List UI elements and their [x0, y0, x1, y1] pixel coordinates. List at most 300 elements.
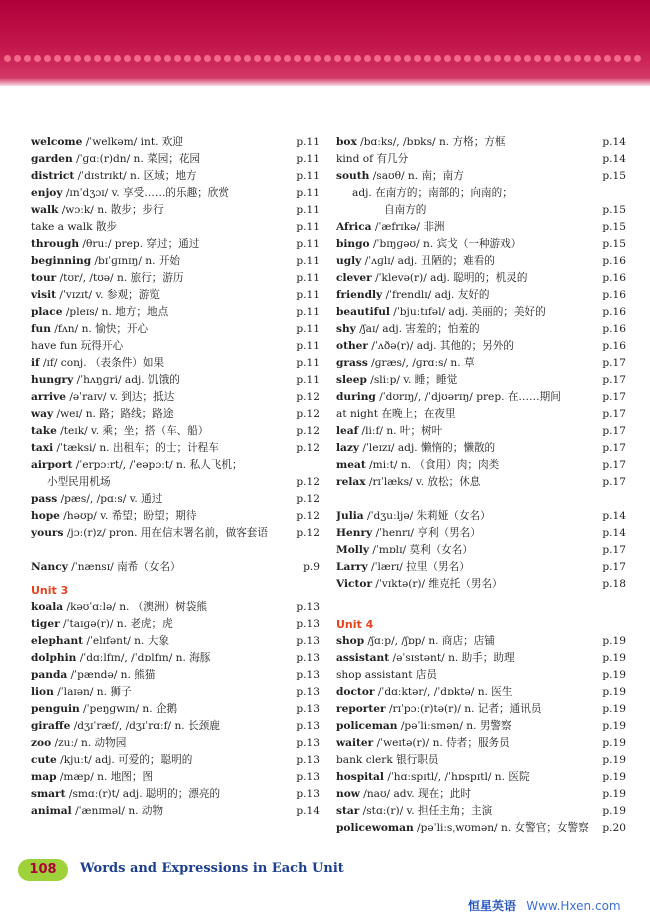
- entry-text: pass /pæs/, /pɑːs/ v. 通过: [31, 493, 163, 505]
- dot: [614, 55, 621, 62]
- entry-text: Nancy /ˈnænsɪ/ 南希（女名）: [31, 561, 181, 573]
- vocabulary-entry: [336, 508, 626, 525]
- page-reference: p.11: [296, 136, 320, 148]
- page-reference: p.13: [296, 720, 320, 732]
- vocabulary-entry: [336, 667, 626, 684]
- entry-text: ugly /ˈʌɡlɪ/ adj. 丑陋的；难看的: [336, 255, 495, 267]
- entry-text: shop /ʃɑːp/, /ʃɒp/ n. 商店；店铺: [336, 635, 495, 647]
- vocabulary-entry: [31, 304, 320, 321]
- dot: [24, 55, 31, 62]
- page-reference: p.19: [602, 788, 626, 800]
- page-reference: p.17: [602, 442, 626, 454]
- entry-text: welcome /ˈwelkəm/ int. 欢迎: [31, 136, 183, 148]
- entry-text: 自南方的: [384, 204, 427, 216]
- dot: [504, 55, 511, 62]
- dot: [324, 55, 331, 62]
- vocabulary-entry: [336, 633, 626, 650]
- vocabulary-entry: [31, 219, 320, 236]
- dot: [174, 55, 181, 62]
- dot: [484, 55, 491, 62]
- page-reference: p.17: [602, 476, 626, 488]
- dot: [514, 55, 521, 62]
- dot: [304, 55, 311, 62]
- dot: [84, 55, 91, 62]
- entry-text: enjoy /ɪnˈdʒɔɪ/ v. 享受……的乐趣；欣赏: [31, 187, 229, 199]
- page-reference: p.17: [602, 391, 626, 403]
- vocabulary-entry: [31, 786, 320, 803]
- page-reference: p.17: [602, 425, 626, 437]
- entry-text: reporter /rɪˈpɔː(r)tə(r)/ n. 记者；通讯员: [336, 703, 542, 715]
- page-reference: p.17: [602, 459, 626, 471]
- dot-row-decoration: [4, 55, 650, 64]
- entry-text: giraffe /dʒɪˈræf/, /dʒɪˈrɑːf/ n. 长颈鹿: [31, 720, 220, 732]
- dot: [594, 55, 601, 62]
- vocabulary-entry: [31, 667, 320, 684]
- page-reference: p.19: [602, 720, 626, 732]
- entry-text: Africa /ˈæfrɪkə/ 非洲: [336, 221, 445, 233]
- vocabulary-entry: [31, 559, 320, 576]
- vocabulary-entry: [31, 440, 320, 457]
- entry-text: beginning /bɪˈɡɪnɪŋ/ n. 开始: [31, 255, 181, 267]
- vocabulary-entry: [31, 474, 320, 491]
- vocabulary-entry: [336, 338, 626, 355]
- watermark: [468, 897, 621, 914]
- dot: [74, 55, 81, 62]
- page-reference: p.17: [602, 408, 626, 420]
- page-reference: p.13: [296, 669, 320, 681]
- vocabulary-entry: [31, 491, 320, 508]
- page-reference: p.13: [296, 618, 320, 630]
- dot: [294, 55, 301, 62]
- entry-text: Henry /ˈhenrɪ/ 亨利（男名）: [336, 527, 481, 539]
- entry-text: leaf /liːf/ n. 叶；树叶: [336, 425, 443, 437]
- page-reference: p.11: [296, 374, 320, 386]
- page-reference: p.13: [296, 652, 320, 664]
- dot: [244, 55, 251, 62]
- entry-text: meat /miːt/ n. （食用）肉；肉类: [336, 459, 500, 471]
- entry-text: way /weɪ/ n. 路；路线；路途: [31, 408, 174, 420]
- entry-text: yours /jɔː(r)z/ pron. 用在信末署名前，做客套语: [31, 527, 268, 539]
- page-reference: p.17: [602, 561, 626, 573]
- entry-text: arrive /əˈraɪv/ v. 到达；抵达: [31, 391, 175, 403]
- vocabulary-entry: [336, 423, 626, 440]
- entry-text: 小型民用机场: [47, 476, 111, 488]
- page-reference: p.15: [602, 204, 626, 216]
- dot: [314, 55, 321, 62]
- vocabulary-entry: [336, 457, 626, 474]
- dot: [554, 55, 561, 62]
- page-reference: p.19: [602, 771, 626, 783]
- entry-text: doctor /ˈdɑːktər/, /ˈdɒktə/ n. 医生: [336, 686, 513, 698]
- page-reference: p.11: [296, 204, 320, 216]
- vocabulary-entry: [336, 650, 626, 667]
- entry-text: relax /rɪˈlæks/ v. 放松；休息: [336, 476, 481, 488]
- spacer: [336, 491, 626, 508]
- dot: [224, 55, 231, 62]
- page-reference: p.15: [602, 170, 626, 182]
- entry-text: other /ˈʌðə(r)/ adj. 其他的；另外的: [336, 340, 515, 352]
- unit-heading: Unit 4: [336, 618, 374, 631]
- entry-text: garden /ˈɡɑː(r)dn/ n. 菜园；花园: [31, 153, 201, 165]
- dot: [624, 55, 631, 62]
- page-reference: p.13: [296, 737, 320, 749]
- vocabulary-column-left: [31, 134, 320, 820]
- dot: [434, 55, 441, 62]
- watermark-url: Www.Hxen.com: [526, 899, 621, 913]
- entry-text: panda /ˈpændə/ n. 熊猫: [31, 669, 156, 681]
- vocabulary-entry: [31, 236, 320, 253]
- page-reference: p.19: [602, 669, 626, 681]
- page-reference: p.13: [296, 635, 320, 647]
- header-banner: [0, 0, 650, 86]
- vocabulary-entry: [336, 287, 626, 304]
- dot: [254, 55, 261, 62]
- dot: [574, 55, 581, 62]
- page-reference: p.19: [602, 635, 626, 647]
- entry-text: koala /kəʊˈɑːlə/ n. （澳洲）树袋熊: [31, 601, 207, 613]
- page-reference: p.19: [602, 652, 626, 664]
- footer-title: Words and Expressions in Each Unit: [80, 861, 344, 876]
- entry-text: penguin /ˈpeŋɡwɪn/ n. 企鹅: [31, 703, 178, 715]
- page-reference: p.12: [296, 493, 320, 505]
- dot: [124, 55, 131, 62]
- vocabulary-entry: [336, 253, 626, 270]
- entry-text: Victor /ˈvɪktə(r)/ 维克托（男名）: [336, 578, 503, 590]
- dot: [414, 55, 421, 62]
- entry-text: sleep /sliːp/ v. 睡；睡觉: [336, 374, 458, 386]
- vocabulary-entry: [336, 474, 626, 491]
- vocabulary-entry: [31, 406, 320, 423]
- dot: [44, 55, 51, 62]
- vocabulary-entry: [336, 321, 626, 338]
- entry-text: walk /wɔːk/ n. 散步；步行: [31, 204, 164, 216]
- dot: [184, 55, 191, 62]
- dot: [34, 55, 41, 62]
- page-reference: p.12: [296, 391, 320, 403]
- page-reference: p.19: [602, 754, 626, 766]
- entry-text: if /ɪf/ conj. （表条件）如果: [31, 357, 165, 369]
- vocabulary-entry: [336, 372, 626, 389]
- entry-text: through /θruː/ prep. 穿过；通过: [31, 238, 200, 250]
- entry-text: taxi /ˈtæksi/ n. 出租车；的士；计程车: [31, 442, 219, 454]
- vocabulary-entry: [336, 576, 626, 593]
- page-reference: p.18: [602, 578, 626, 590]
- vocabulary-entry: [31, 287, 320, 304]
- entry-text: star /stɑː(r)/ v. 担任主角；主演: [336, 805, 493, 817]
- page-reference: p.11: [296, 170, 320, 182]
- dot: [454, 55, 461, 62]
- entry-text: take a walk 散步: [31, 221, 118, 233]
- page-reference: p.19: [602, 686, 626, 698]
- vocabulary-entry: [336, 270, 626, 287]
- page-reference: p.14: [602, 510, 626, 522]
- page-number-badge: 108: [18, 859, 68, 881]
- entry-text: animal /ˈænɪməl/ n. 动物: [31, 805, 164, 817]
- dot: [264, 55, 271, 62]
- page-reference: p.11: [296, 153, 320, 165]
- vocabulary-entry: [31, 803, 320, 820]
- page-reference: p.11: [296, 340, 320, 352]
- vocabulary-entry: [336, 406, 626, 423]
- page-reference: p.13: [296, 771, 320, 783]
- vocabulary-entry: [31, 650, 320, 667]
- entry-text: visit /ˈvɪzɪt/ v. 参观；游览: [31, 289, 160, 301]
- vocabulary-entry: [31, 525, 320, 542]
- dot: [404, 55, 411, 62]
- page-reference: p.16: [602, 289, 626, 301]
- entry-text: Larry /ˈlærɪ/ 拉里（男名）: [336, 561, 470, 573]
- entry-text: tour /tʊr/, /tʊə/ n. 旅行；游历: [31, 272, 184, 284]
- vocabulary-entry: [336, 219, 626, 236]
- vocabulary-entry: [31, 718, 320, 735]
- entry-text: policewoman /pəˈliːsˌwʊmən/ n. 女警官；女警察: [336, 822, 589, 834]
- entry-text: fun /fʌn/ n. 愉快；开心: [31, 323, 149, 335]
- page-reference: p.12: [296, 442, 320, 454]
- page-reference: p.9: [303, 561, 320, 573]
- page-reference: p.14: [602, 527, 626, 539]
- entry-text: map /mæp/ n. 地图；图: [31, 771, 154, 783]
- vocabulary-entry: [31, 701, 320, 718]
- entry-text: kind of 有几分: [336, 153, 409, 165]
- dot: [384, 55, 391, 62]
- entry-text: hope /həʊp/ v. 希望；盼望；期待: [31, 510, 197, 522]
- page-reference: p.12: [296, 527, 320, 539]
- entry-text: elephant /ˈelɪfənt/ n. 大象: [31, 635, 169, 647]
- page-reference: p.11: [296, 306, 320, 318]
- page-reference: p.12: [296, 425, 320, 437]
- spacer: [336, 593, 626, 610]
- entry-text: smart /smɑː(r)t/ adj. 聪明的；漂亮的: [31, 788, 221, 800]
- vocabulary-entry: [336, 202, 626, 219]
- vocabulary-entry: [336, 168, 626, 185]
- entry-text: shop assistant 店员: [336, 669, 438, 681]
- vocabulary-entry: [336, 440, 626, 457]
- vocabulary-entry: [336, 542, 626, 559]
- vocabulary-entry: [31, 423, 320, 440]
- dot: [444, 55, 451, 62]
- dot: [534, 55, 541, 62]
- vocabulary-entry: [31, 508, 320, 525]
- page-reference: p.17: [602, 357, 626, 369]
- vocabulary-entry: [31, 185, 320, 202]
- dot: [634, 55, 641, 62]
- vocabulary-entry: [336, 304, 626, 321]
- entry-text: south /saʊθ/ n. 南；南方: [336, 170, 464, 182]
- dot: [134, 55, 141, 62]
- page-reference: p.13: [296, 703, 320, 715]
- page-reference: p.11: [296, 357, 320, 369]
- dot: [364, 55, 371, 62]
- page-reference: p.12: [296, 408, 320, 420]
- page-reference: p.15: [602, 221, 626, 233]
- entry-text: take /teɪk/ v. 乘；坐；搭（车、船）: [31, 425, 209, 437]
- dot: [354, 55, 361, 62]
- entry-text: have fun 玩得开心: [31, 340, 124, 352]
- page-reference: p.11: [296, 221, 320, 233]
- vocabulary-entry: [31, 338, 320, 355]
- vocabulary-entry: [336, 769, 626, 786]
- entry-text: lazy /ˈleɪzɪ/ adj. 懒惰的；懒散的: [336, 442, 496, 454]
- vocabulary-entry: [31, 389, 320, 406]
- entry-text: grass /ɡræs/, /ɡrɑːs/ n. 草: [336, 357, 475, 369]
- page-reference: p.14: [296, 805, 320, 817]
- page-reference: p.15: [602, 238, 626, 250]
- dot: [344, 55, 351, 62]
- vocabulary-entry: [336, 559, 626, 576]
- vocabulary-entry: [336, 820, 626, 837]
- page-reference: p.19: [602, 737, 626, 749]
- vocabulary-entry: [31, 457, 320, 474]
- dot: [104, 55, 111, 62]
- dot: [114, 55, 121, 62]
- vocabulary-entry: [336, 151, 626, 168]
- page-reference: p.13: [296, 788, 320, 800]
- entry-text: assistant /əˈsɪstənt/ n. 助手；助理: [336, 652, 515, 664]
- entry-text: waiter /ˈweɪtə(r)/ n. 侍者；服务员: [336, 737, 510, 749]
- dot: [54, 55, 61, 62]
- entry-text: now /naʊ/ adv. 现在；此时: [336, 788, 471, 800]
- entry-text: adj. 在南方的；南部的；向南的；: [352, 187, 513, 199]
- vocabulary-entry: [31, 616, 320, 633]
- page-reference: p.14: [602, 136, 626, 148]
- entry-text: bingo /ˈbɪŋɡəʊ/ n. 宾戈（一种游戏）: [336, 238, 522, 250]
- vocabulary-entry: [31, 684, 320, 701]
- vocabulary-entry: [31, 270, 320, 287]
- vocabulary-entry: [336, 684, 626, 701]
- entry-text: zoo /zuː/ n. 动物园: [31, 737, 127, 749]
- dot: [524, 55, 531, 62]
- entry-text: policeman /pəˈliːsmən/ n. 男警察: [336, 720, 512, 732]
- dot: [204, 55, 211, 62]
- entry-text: place /pleɪs/ n. 地方；地点: [31, 306, 169, 318]
- dot: [334, 55, 341, 62]
- page-reference: p.12: [296, 476, 320, 488]
- page-reference: p.13: [296, 601, 320, 613]
- page-reference: p.16: [602, 272, 626, 284]
- dot: [604, 55, 611, 62]
- watermark-logo-text: 恒星英语: [468, 899, 517, 913]
- vocabulary-entry: [336, 525, 626, 542]
- page-reference: p.19: [602, 805, 626, 817]
- entry-text: district /ˈdɪstrɪkt/ n. 区域；地方: [31, 170, 197, 182]
- page-reference: p.16: [602, 340, 626, 352]
- dot: [144, 55, 151, 62]
- vocabulary-entry: [336, 718, 626, 735]
- vocabulary-entry: [31, 372, 320, 389]
- vocabulary-entry: [336, 735, 626, 752]
- entry-text: Julia /ˈdʒuːljə/ 朱莉娅（女名）: [336, 510, 491, 522]
- dot: [164, 55, 171, 62]
- entry-text: lion /ˈlaɪən/ n. 狮子: [31, 686, 132, 698]
- vocabulary-entry: [336, 355, 626, 372]
- dot: [14, 55, 21, 62]
- vocabulary-entry: [31, 151, 320, 168]
- vocabulary-entry: [336, 236, 626, 253]
- entry-text: Molly /ˈmɒlɪ/ 莫利（女名）: [336, 544, 473, 556]
- page-reference: p.12: [296, 510, 320, 522]
- page-reference: p.17: [602, 374, 626, 386]
- dot: [234, 55, 241, 62]
- dot: [274, 55, 281, 62]
- dot: [424, 55, 431, 62]
- entry-text: dolphin /ˈdɑːlfɪn/, /ˈdɒlfɪn/ n. 海豚: [31, 652, 211, 664]
- page-reference: p.11: [296, 272, 320, 284]
- page-reference: p.11: [296, 289, 320, 301]
- entry-text: at night 在晚上；在夜里: [336, 408, 456, 420]
- page-reference: p.16: [602, 255, 626, 267]
- page-reference: p.16: [602, 323, 626, 335]
- vocabulary-entry: [336, 786, 626, 803]
- dot: [464, 55, 471, 62]
- page-reference: p.13: [296, 686, 320, 698]
- entry-text: shy /ʃaɪ/ adj. 害羞的；怕羞的: [336, 323, 480, 335]
- entry-text: friendly /ˈfrendlɪ/ adj. 友好的: [336, 289, 490, 301]
- vocabulary-entry: [336, 752, 626, 769]
- dot: [544, 55, 551, 62]
- page-reference: p.11: [296, 323, 320, 335]
- vocabulary-entry: [31, 168, 320, 185]
- vocabulary-entry: [31, 633, 320, 650]
- dot: [194, 55, 201, 62]
- dot: [154, 55, 161, 62]
- vocabulary-column-right: [336, 134, 626, 837]
- dot: [4, 55, 11, 62]
- dot: [214, 55, 221, 62]
- page-reference: p.16: [602, 306, 626, 318]
- vocabulary-entry: [31, 253, 320, 270]
- spacer: [31, 542, 320, 559]
- vocabulary-entry: [31, 752, 320, 769]
- entry-text: box /bɑːks/, /bɒks/ n. 方格；方框: [336, 136, 506, 148]
- vocabulary-entry: [31, 735, 320, 752]
- vocabulary-entry: [31, 321, 320, 338]
- dot: [374, 55, 381, 62]
- vocabulary-entry: [336, 701, 626, 718]
- dot: [284, 55, 291, 62]
- dot: [494, 55, 501, 62]
- entry-text: cute /kjuːt/ adj. 可爱的；聪明的: [31, 754, 193, 766]
- dot: [394, 55, 401, 62]
- page-reference: p.20: [602, 822, 626, 834]
- page-reference: p.13: [296, 754, 320, 766]
- vocabulary-entry: [336, 389, 626, 406]
- entry-text: bank clerk 银行职员: [336, 754, 439, 766]
- vocabulary-entry: [31, 202, 320, 219]
- dot: [564, 55, 571, 62]
- page-reference: p.11: [296, 238, 320, 250]
- page-reference: p.14: [602, 153, 626, 165]
- vocabulary-entry: [336, 803, 626, 820]
- entry-text: hungry /ˈhʌŋɡri/ adj. 饥饿的: [31, 374, 180, 386]
- page-reference: p.17: [602, 544, 626, 556]
- vocabulary-entry: [31, 134, 320, 151]
- vocabulary-entry: [31, 355, 320, 372]
- page-reference: p.11: [296, 255, 320, 267]
- unit-heading: Unit 3: [31, 584, 69, 597]
- entry-text: airport /ˈerpɔːrt/, /ˈeəpɔːt/ n. 私人飞机；: [31, 459, 243, 471]
- vocabulary-entry: [336, 134, 626, 151]
- dot: [584, 55, 591, 62]
- vocabulary-entry: [336, 185, 626, 202]
- entry-text: during /ˈdʊrɪŋ/, /ˈdjʊərɪŋ/ prep. 在……期间: [336, 391, 561, 403]
- page-reference: p.19: [602, 703, 626, 715]
- vocabulary-entry: [31, 599, 320, 616]
- page-reference: p.11: [296, 187, 320, 199]
- entry-text: clever /ˈklevə(r)/ adj. 聪明的；机灵的: [336, 272, 528, 284]
- dot: [64, 55, 71, 62]
- entry-text: hospital /ˈhɑːspɪtl/, /ˈhɒspɪtl/ n. 医院: [336, 771, 530, 783]
- dot: [94, 55, 101, 62]
